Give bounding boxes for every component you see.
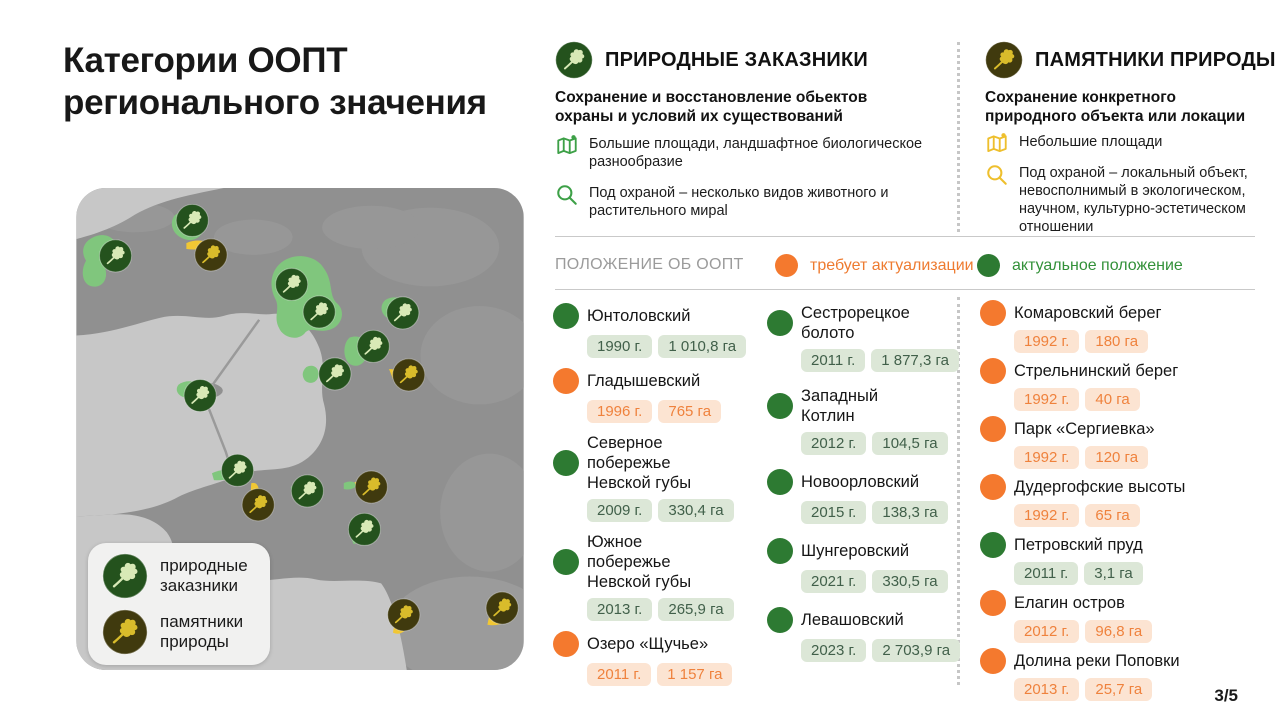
area-badge: 330,4 га: [658, 499, 733, 522]
area-badge: 1 157 га: [657, 663, 732, 686]
area-badge: 765 га: [658, 400, 721, 423]
oak-leaf-olive-icon: [102, 609, 148, 655]
section-pamyatniki-header: [985, 41, 1276, 79]
section-pamyatniki-title: ПАМЯТНИКИ ПРИРОДЫ: [1035, 48, 1276, 71]
section-pamyatniki-description: Сохранение конкретного природного объекта или локации: [985, 89, 1246, 125]
map-marker-zakaznik: [291, 475, 323, 507]
status-dot-icon: [553, 368, 579, 394]
list-item-header: [553, 631, 746, 657]
status-dot-icon: [553, 450, 579, 476]
map-marker-pamyatnik: [242, 489, 274, 521]
bullet-text: Под охраной – локальный объект, невосполнимый в экологическом, научном, культурно-эстетическом отношении: [1019, 165, 1248, 235]
bullet-text: Под охраной – несколько видов животного и растительного мираl: [589, 185, 889, 219]
map-marker-zakaznik: [99, 240, 131, 272]
area-name: Комаровский берег: [1014, 304, 1162, 322]
list-item: [980, 648, 1185, 701]
green-dot-icon: [977, 254, 1000, 277]
status-dot-icon: [980, 300, 1006, 326]
area-badge: 2 703,9 га: [872, 639, 960, 662]
map-legend-label: памятники природы: [160, 612, 244, 651]
list-item-header: [980, 416, 1185, 442]
list-item-badges: [801, 570, 960, 593]
map-marker-zakaznik: [348, 513, 380, 545]
status-dot-icon: [553, 549, 579, 575]
area-badge: 65 га: [1085, 504, 1139, 527]
list-item-badges: [801, 639, 960, 662]
area-badge: 1 877,3 га: [871, 349, 959, 372]
year-badge: 1990 г.: [587, 335, 652, 358]
section-zakazniki-description: Сохранение и восстановление обьектов охраны и условий их существований: [555, 89, 868, 125]
area-badge: 3,1 га: [1084, 562, 1143, 585]
map-marker-zakaznik: [176, 204, 208, 236]
status-actual: [977, 254, 1183, 277]
list-item-header: [553, 433, 746, 493]
map-icon: [555, 134, 579, 158]
oak-leaf-green-icon: [102, 553, 148, 599]
bullet-large-areas: [555, 135, 925, 171]
list-item-header: [553, 303, 746, 329]
list-item-header: [767, 607, 960, 633]
area-name: Западный Котлин: [801, 387, 879, 425]
map-legend-row-pamyatniki: [102, 609, 270, 655]
area-badge: 25,7 га: [1085, 678, 1152, 701]
year-badge: 2021 г.: [801, 570, 866, 593]
list-item: [980, 532, 1185, 585]
bullet-text: Большие площади, ландшафтное биологическое разнообразие: [589, 136, 923, 170]
year-badge: 2011 г.: [801, 349, 865, 372]
area-name: Озеро «Щучье»: [587, 635, 709, 653]
list-item: [980, 358, 1185, 411]
map-marker-zakaznik: [319, 358, 351, 390]
map-marker-zakaznik: [357, 330, 389, 362]
map-legend-label: природные заказники: [160, 556, 248, 595]
list-item: [553, 532, 746, 621]
status-dot-icon: [767, 310, 793, 336]
status-dot-icon: [980, 474, 1006, 500]
horizontal-divider-bottom: [555, 289, 1255, 290]
bullet-protection-scope: [985, 164, 1257, 236]
oak-leaf-green-icon: [555, 41, 593, 79]
area-name: Южное побережье Невской губы: [587, 533, 692, 591]
status-dot-icon: [767, 469, 793, 495]
list-item-header: [980, 474, 1185, 500]
list-item-badges: [1014, 678, 1185, 701]
map-marker-pamyatnik: [388, 599, 420, 631]
status-dot-icon: [553, 631, 579, 657]
area-name: Долина реки Поповки: [1014, 652, 1180, 670]
zakazniki-list-column-2: [767, 303, 960, 662]
map-marker-pamyatnik: [393, 359, 425, 391]
section-zakazniki-header: [555, 41, 868, 79]
area-name: Парк «Сергиевка»: [1014, 420, 1155, 438]
year-badge: 2011 г.: [587, 663, 651, 686]
map-marker-pamyatnik: [355, 471, 387, 503]
list-item-badges: [801, 349, 960, 372]
orange-dot-icon: [775, 254, 798, 277]
map-marker-pamyatnik: [195, 239, 227, 271]
status-dot-icon: [767, 607, 793, 633]
year-badge: 2011 г.: [1014, 562, 1078, 585]
year-badge: 1992 г.: [1014, 446, 1079, 469]
status-legend-label: ПОЛОЖЕНИЕ ОБ ООПТ: [555, 256, 744, 273]
magnifier-icon: [985, 163, 1009, 187]
bullet-small-areas: [985, 133, 1257, 156]
area-badge: 96,8 га: [1085, 620, 1152, 643]
year-badge: 2012 г.: [1014, 620, 1079, 643]
area-badge: 40 га: [1085, 388, 1139, 411]
list-item: [767, 469, 960, 524]
area-badge: 138,3 га: [872, 501, 947, 524]
list-item-badges: [1014, 620, 1185, 643]
year-badge: 2015 г.: [801, 501, 866, 524]
bullet-protection-scope: [555, 184, 925, 220]
pamyatniki-list-column: [980, 300, 1185, 701]
map-marker-pamyatnik: [486, 592, 518, 624]
list-item-header: [980, 590, 1185, 616]
list-item-header: [767, 303, 960, 343]
map-marker-zakaznik: [276, 268, 308, 300]
year-badge: 2012 г.: [801, 432, 866, 455]
oak-leaf-olive-icon: [985, 41, 1023, 79]
page-number: 3/5: [1214, 686, 1238, 705]
status-dot-icon: [980, 590, 1006, 616]
list-item: [980, 474, 1185, 527]
page-title-line2: регионального значения: [63, 83, 487, 122]
area-name: Северное побережье Невской губы: [587, 434, 692, 492]
year-badge: 1992 г.: [1014, 330, 1079, 353]
status-needs-update: [775, 254, 974, 277]
list-item-badges: [1014, 562, 1185, 585]
area-badge: 104,5 га: [872, 432, 947, 455]
list-item: [980, 416, 1185, 469]
list-item-header: [553, 368, 746, 394]
horizontal-divider-top: [555, 236, 1255, 237]
list-item-header: [767, 538, 960, 564]
list-item-badges: [587, 335, 746, 358]
area-badge: 1 010,8 га: [658, 335, 746, 358]
list-item: [767, 303, 960, 372]
map-legend: [88, 543, 270, 665]
area-name: Гладышевский: [587, 372, 701, 390]
list-item: [767, 607, 960, 662]
status-dot-icon: [980, 532, 1006, 558]
list-item-badges: [587, 663, 746, 686]
area-badge: 120 га: [1085, 446, 1148, 469]
area-name: Новоорловский: [801, 473, 920, 491]
section-zakazniki-bullets: [555, 135, 925, 220]
map-icon: [985, 132, 1009, 156]
area-name: Петровский пруд: [1014, 536, 1143, 554]
list-item-badges: [801, 501, 960, 524]
area-name: Левашовский: [801, 611, 904, 629]
year-badge: 2023 г.: [801, 639, 866, 662]
list-item: [553, 303, 746, 358]
list-item-badges: [1014, 446, 1185, 469]
list-item-header: [980, 648, 1185, 674]
year-badge: 1992 г.: [1014, 388, 1079, 411]
list-item-badges: [587, 499, 746, 522]
list-item-badges: [587, 598, 746, 621]
list-item: [553, 368, 746, 423]
list-item: [553, 631, 746, 686]
area-name: Дудергофские высоты: [1014, 478, 1186, 496]
list-item-badges: [1014, 388, 1185, 411]
map-marker-zakaznik: [184, 379, 216, 411]
area-name: Юнтоловский: [587, 307, 691, 325]
status-dot-icon: [767, 538, 793, 564]
page-title: [63, 40, 487, 124]
area-name: Елагин остров: [1014, 594, 1125, 612]
list-item-header: [767, 386, 960, 426]
list-item-header: [767, 469, 960, 495]
zakazniki-list-column-1: [553, 303, 746, 686]
map-marker-zakaznik: [303, 296, 335, 328]
list-item-header: [553, 532, 746, 592]
year-badge: 2009 г.: [587, 499, 652, 522]
map-legend-row-zakazniki: [102, 553, 270, 599]
list-item: [767, 538, 960, 593]
year-badge: 2013 г.: [1014, 678, 1079, 701]
list-item-header: [980, 300, 1185, 326]
magnifier-icon: [555, 183, 579, 207]
status-dot-icon: [980, 416, 1006, 442]
area-name: Сестрорецкое болото: [801, 304, 910, 342]
year-badge: 2013 г.: [587, 598, 652, 621]
list-item-badges: [801, 432, 960, 455]
map-marker-zakaznik: [387, 297, 419, 329]
area-name: Шунгеровский: [801, 542, 910, 560]
status-dot-icon: [980, 648, 1006, 674]
status-dot-icon: [980, 358, 1006, 384]
area-badge: 180 га: [1085, 330, 1148, 353]
list-item: [980, 300, 1185, 353]
status-dot-icon: [767, 393, 793, 419]
year-badge: 1992 г.: [1014, 504, 1079, 527]
list-item: [980, 590, 1185, 643]
year-badge: 1996 г.: [587, 400, 652, 423]
section-pamyatniki-bullets: [985, 133, 1257, 236]
map: [75, 188, 525, 670]
list-item-badges: [1014, 330, 1185, 353]
section-zakazniki-title: ПРИРОДНЫЕ ЗАКАЗНИКИ: [605, 48, 868, 71]
list-item: [767, 386, 960, 455]
status-dot-icon: [553, 303, 579, 329]
list-item-badges: [1014, 504, 1185, 527]
page-title-line1: Категории ООПТ: [63, 41, 348, 80]
list-item-header: [980, 358, 1185, 384]
area-badge: 330,5 га: [872, 570, 947, 593]
list-item-badges: [587, 400, 746, 423]
bullet-text: Небольшие площади: [1019, 134, 1163, 150]
area-badge: 265,9 га: [658, 598, 733, 621]
status-needs-update-label: требует актуализации: [810, 256, 974, 274]
status-actual-label: актуальное положение: [1012, 256, 1183, 274]
list-item: [553, 433, 746, 522]
list-item-header: [980, 532, 1185, 558]
map-marker-zakaznik: [221, 454, 253, 486]
area-name: Стрельнинский берег: [1014, 362, 1179, 380]
vertical-dotted-divider-top: [957, 42, 960, 232]
